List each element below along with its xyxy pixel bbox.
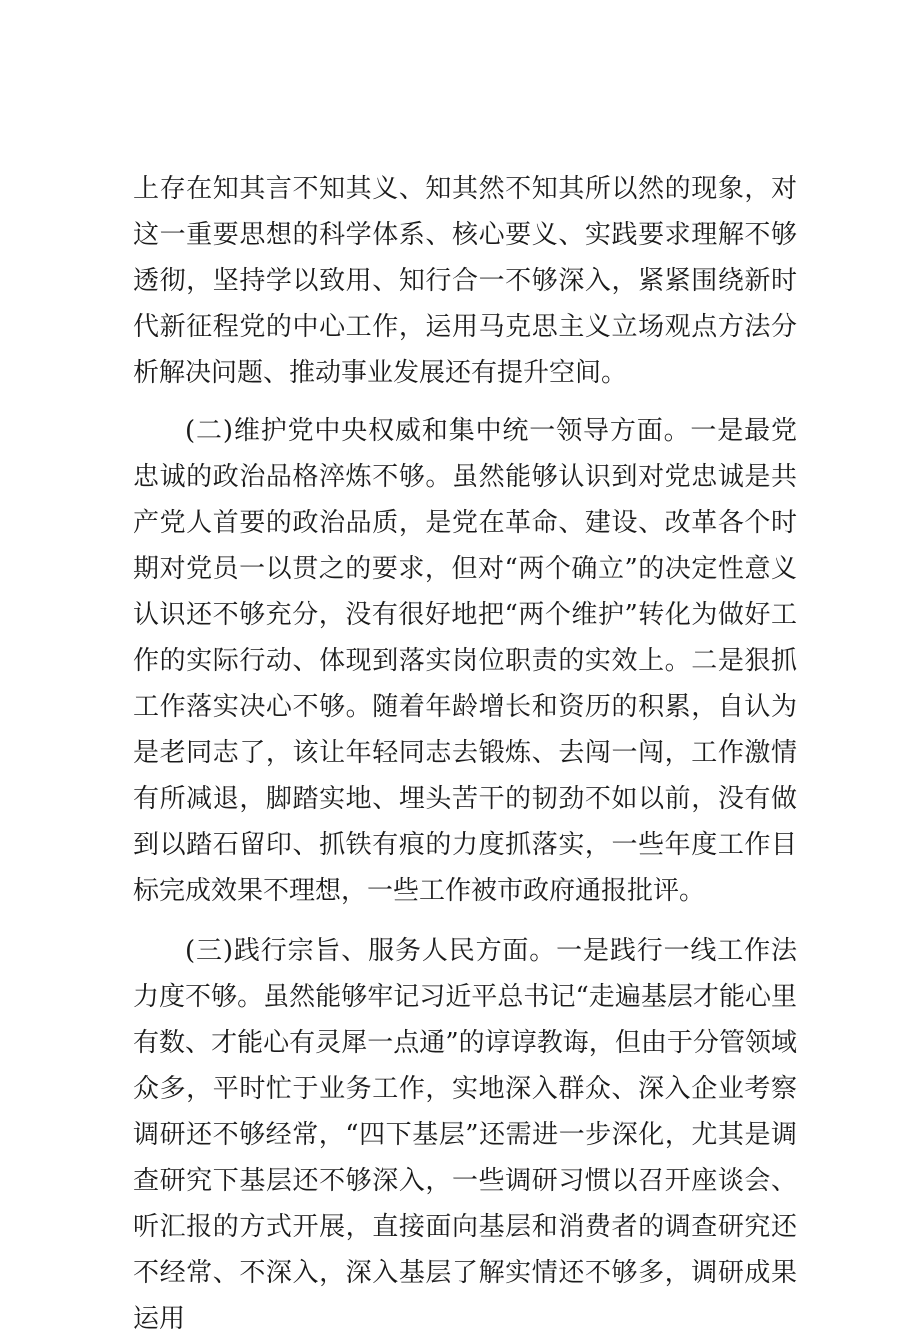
paragraph-1-continuation: 上存在知其言不知其义、知其然不知其所以然的现象，对这一重要思想的科学体系、核心要义、实践要求理解不够透彻，坚持学以致用、知行合一不够深入，紧紧围绕新时代新征程党的中心工作，运用马克思主义立场观点方法分析解决问题、推动事业发展还有提升空间。 [133,174,797,388]
document-body [133,166,797,1342]
paragraph-3-serving-the-people: (三)践行宗旨、服务人民方面。一是践行一线工作法力度不够。虽然能够牢记习近平总书记“走遍基层才能心里有数、才能心有灵犀一点通”的谆谆教诲，但由于分管领域众多，平时忙于业务工作，实地深入群众、深入企业考察调研还不够经常，“四下基层”还需进一步深化，尤其是调查研究下基层还不够深入，一些调研习惯以召开座谈会、听汇报的方式开展，直接面向基层和消费者的调查研究还不经常、不深入，深入基层了解实情还不够多，调研成果运用 [133,936,797,1334]
paragraph-2-party-central-authority: (二)维护党中央权威和集中统一领导方面。一是最党忠诚的政治品格淬炼不够。虽然能够认识到对党忠诚是共产党人首要的政治品质，是党在革命、建设、改革各个时期对党员一以贯之的要求，但对“两个确立”的决定性意义认识还不够充分，没有很好地把“两个维护”转化为做好工作的实际行动、体现到落实岗位职责的实效上。二是狠抓工作落实决心不够。随着年龄增长和资历的积累，自认为是老同志了，该让年轻同志去锻炼、去闯一闯，工作激情有所减退，脚踏实地、埋头苦干的韧劲不如以前，没有做到以踏石留印、抓铁有痕的力度抓落实，一些年度工作目标完成效果不理想，一些工作被市政府通报批评。 [133,416,797,906]
